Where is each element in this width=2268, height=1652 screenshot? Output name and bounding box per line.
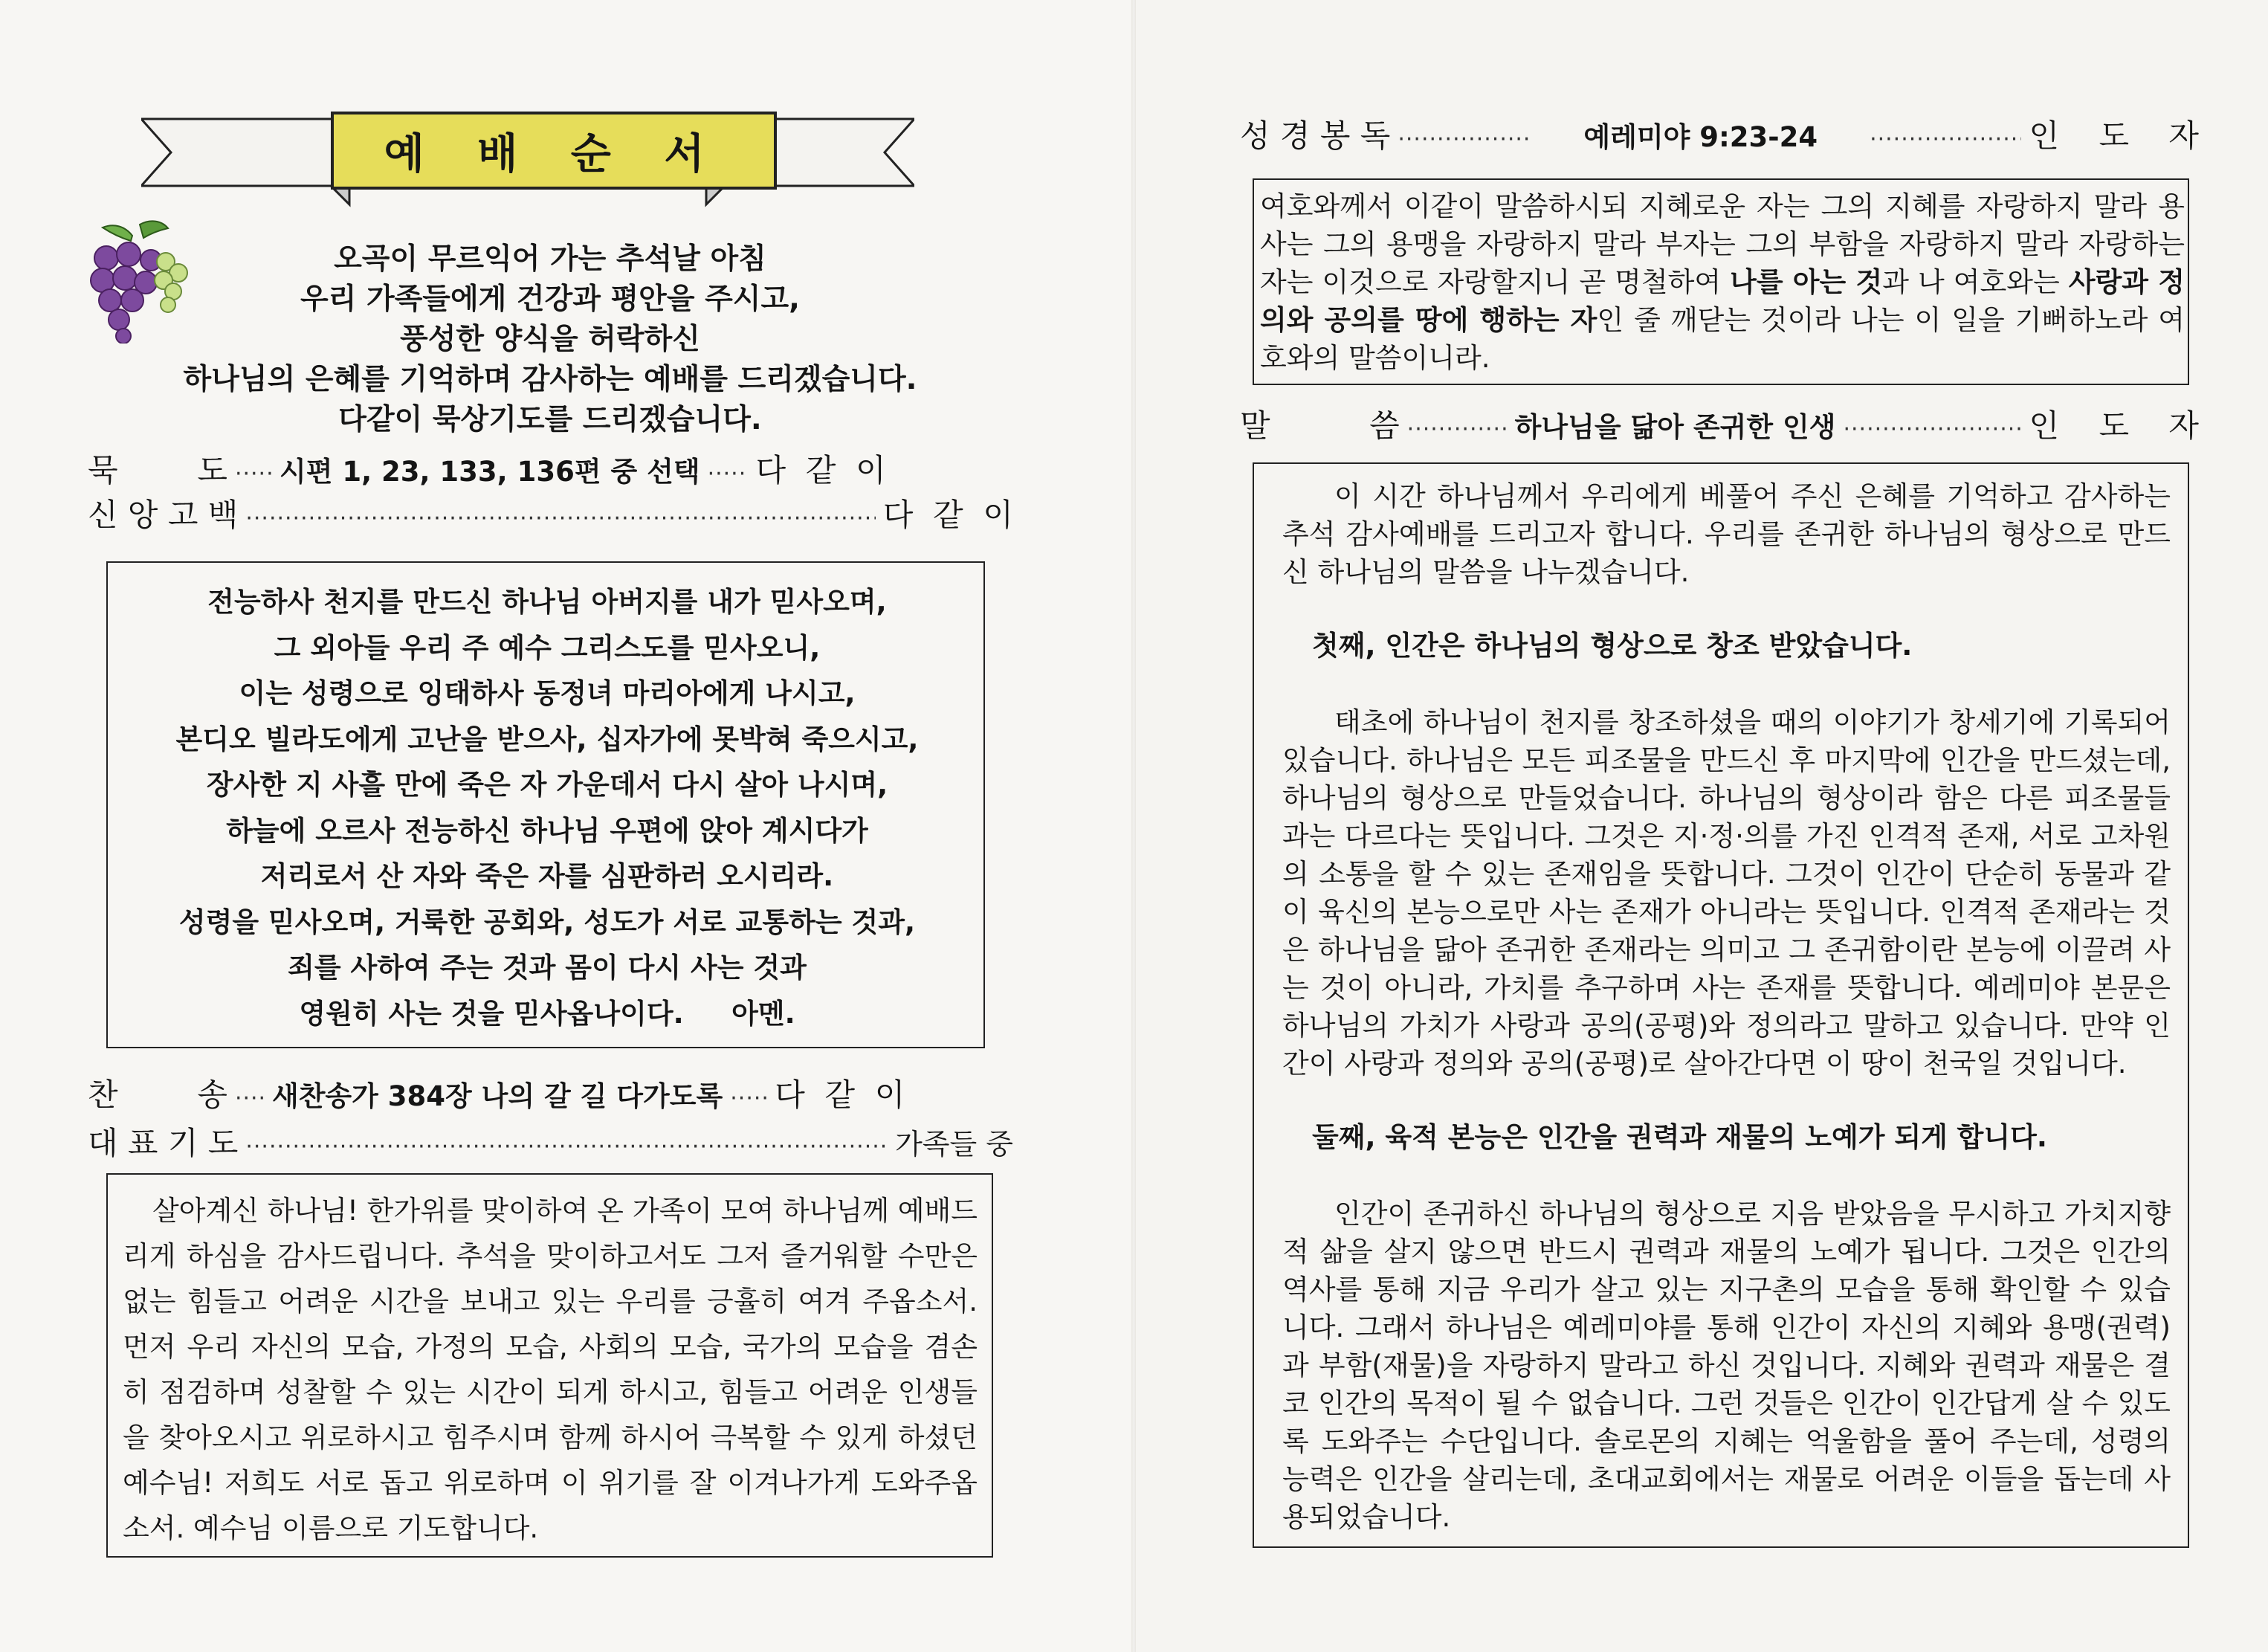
order-who: 다 같 이: [755, 452, 886, 488]
creed-line: 이는 성령으로 잉태하사 동정녀 마리아에게 나시고,: [239, 677, 856, 709]
leader-dots: [235, 1085, 265, 1111]
order-content: 예레미야 9:23-24: [1583, 121, 1818, 153]
intro-line: 다같이 묵상기도를 드리겠습니다.: [338, 403, 762, 436]
scripture-emphasis: 사랑과 정의와 공의를 땅에 행하는 자: [1260, 266, 2185, 336]
creed-line: 저리로서 산 자와 죽은 자를 심판하러 오시리라.: [260, 860, 834, 892]
order-hymn: [88, 1071, 1013, 1115]
order-label: 신 앙 고 백: [88, 497, 239, 533]
leader-dots: [1843, 416, 2021, 442]
order-representative-prayer: [88, 1119, 1013, 1164]
leader-dots: [708, 461, 749, 487]
sermon-intro: 이 시간 하나님께서 우리에게 베풀어 주신 은혜를 기억하고 감사하는 추석 감사예배를 드리고자 합니다. 우리를 존귀한 하나님의 형상으로 만드신 하나님의 말씀을 나누겠습니다.: [1282, 480, 2171, 588]
order-content: 하나님을 닮아 존귀한 인생: [1514, 411, 1836, 443]
leader-dots: [1398, 126, 1531, 152]
order-label: 성 경 봉 독: [1240, 117, 1391, 154]
order-who: 다 같 이: [775, 1077, 905, 1113]
creed-line: 전능하사 천지를 만드신 하나님 아버지를 내가 믿사오며,: [207, 586, 887, 618]
order-who: 다 같 이: [882, 497, 1013, 533]
intro-text: [156, 239, 944, 440]
leader-dots: [1407, 416, 1508, 442]
intro-line: 하나님의 은혜를 기억하며 감사하는 예배를 드리겠습니다.: [183, 363, 917, 396]
prayer-box: [106, 1173, 993, 1558]
order-scripture-reading: [1240, 112, 2199, 156]
order-content: 새찬송가 384장 나의 갈 길 다가도록: [271, 1080, 723, 1112]
creed-line: 본디오 빌라도에게 고난을 받으사, 십자가에 못박혀 죽으시고,: [175, 723, 919, 755]
creed-box: [106, 561, 985, 1048]
sermon-heading: 둘째, 육적 본능은 인간을 권력과 재물의 노예가 되게 합니다.: [1312, 1121, 2047, 1153]
order-label: 찬 송: [88, 1077, 227, 1113]
creed-text: [108, 579, 986, 1036]
prayer-text: 살아계신 하나님! 한가위를 맞이하여 온 가족이 모여 하나님께 예배드리게 하심을 감사드립니다. 추석을 맞이하고서도 그저 즐거워할 수만은 없는 힘들고 어려운 시간을 보내고 있는 우리를 긍휼히 여겨 주옵소서. 먼저 우리 자신의 모습, 가정의 모습, 사회의 모습, 국가의 모습을 겸손히 점검하며 성찰할 수 있는 시간이 되게 하시고, 힘들고 어려운 인생들을 찾아오시고 위로하시고 힘주시며 함께 하시어 극복할 수 있게 하셨던 예수님! 저희도 서로 돕고 위로하며 이 위기를 잘 이겨나가게 도와주옵소서. 예수님 이름으로 기도합니다.: [123, 1195, 978, 1544]
creed-line: 장사한 지 사흘 만에 죽은 자 가운데서 다시 살아 나시며,: [206, 769, 888, 801]
sermon-paragraph: 인간이 존귀하신 하나님의 형상으로 지음 받았음을 무시하고 가치지향적 삶을 살지 않으면 반드시 권력과 재물의 노예가 됩니다. 그것은 인간의 역사를 통해 지금 우리가 살고 있는 지구촌의 모습을 통해 확인할 수 있습니다. 그래서 하나님은 예레미야를 통해 인간이 자신의 지혜와 용맹(권력)과 부함(재물)을 자랑하지 말라고 하신 것입니다. 지혜와 권력과 재물은 결코 인간의 목적이 될 수 없습니다. 그런 것들은 인간이 인간답게 살 수 있도록 도와주는 수단입니다. 솔로몬의 지혜는 억울함을 풀어 주는데, 성령의 능력은 인간을 살리는데, 초대교회에서는 재물로 어려운 이들을 돕는데 사용되었습니다.: [1282, 1198, 2171, 1533]
creed-line: 그 외아들 우리 주 예수 그리스도를 믿사오니,: [274, 631, 821, 664]
order-who: 인 도 자: [2029, 117, 2199, 154]
order-creed: [88, 491, 1013, 535]
intro-line: 우리 가족들에게 건강과 평안을 주시고,: [300, 283, 800, 316]
leader-dots: [1870, 126, 2021, 152]
order-silent-prayer: [88, 446, 1013, 491]
creed-line: 영원히 사는 것을 믿사옵나이다. 아멘.: [299, 997, 795, 1030]
scripture-part: 과 나 여호와는: [1882, 266, 2069, 298]
order-label: 대 표 기 도: [88, 1125, 239, 1161]
page-fold: [1131, 0, 1136, 1652]
scripture-box: [1253, 178, 2189, 385]
leader-dots: [245, 1134, 888, 1160]
sermon-text: [1282, 477, 2171, 1536]
scripture-part: 인 줄 깨닫는 것이라 나는 이 일을 기뻐하노라 여호와의 말씀이니라.: [1260, 304, 2185, 374]
sermon-box: [1253, 462, 2189, 1548]
creed-line: 죄를 사하여 주는 것과 몸이 다시 사는 것과: [288, 952, 807, 984]
order-who: 가족들 중: [895, 1128, 1013, 1161]
sermon-heading: 첫째, 인간은 하나님의 형상으로 창조 받았습니다.: [1312, 630, 1913, 662]
order-label: 말 씀: [1240, 407, 1400, 444]
sermon-paragraph: 태초에 하나님이 천지를 창조하셨을 때의 이야기가 창세기에 기록되어 있습니다. 하나님은 모든 피조물을 만드신 후 마지막에 인간을 만드셨는데, 하나님의 형상으로 만들었습니다. 하나님의 형상이라 함은 다른 피조물들과는 다르다는 뜻입니다. 그것은 지·정·의를 가진 인격적 존재, 서로 고차원의 소통을 할 수 있는 존재임을 뜻합니다. 그것이 인간이 단순히 동물과 같이 육신의 본능으로만 사는 존재가 아니라는 뜻입니다. 인격적 존재라는 것은 하나님을 닮아 존귀한 존재라는 의미고 그 존귀함이란 본능에 이끌려 사는 것이 아니라, 가치를 추구하며 사는 존재를 뜻합니다. 예레미야 본문은 하나님의 가치가 사랑과 공의(공평)와 정의라고 말하고 있습니다. 만약 인간이 사랑과 정의와 공의(공평)로 살아간다면 이 땅이 천국일 것입니다.: [1282, 706, 2171, 1080]
scripture-emphasis: 나를 아는 것: [1730, 266, 1883, 298]
page-title: 예 배 순 서: [331, 112, 777, 190]
scripture-part: 여호와께서 이같이 말씀하시되 지혜로운 자는 그의 지혜를 자랑하지 말라 용사는 그의 용맹을 자랑하지 말라 부자는 그의 부함을 자랑하지 말라 자랑하는 자는 이것으로 자랑할지니 곧 명철하여: [1260, 190, 2185, 298]
intro-line: 오곡이 무르익어 가는 추석날 아침: [334, 242, 766, 276]
order-sermon: [1240, 401, 2199, 446]
scripture-text: [1260, 187, 2185, 377]
creed-line: 하늘에 오르사 전능하신 하나님 우편에 앉아 계시다가: [226, 814, 868, 847]
order-content: 시편 1, 23, 133, 136편 중 선택: [279, 456, 700, 488]
order-label: 묵 도: [88, 452, 227, 488]
leader-dots: [245, 506, 876, 532]
leader-dots: [730, 1085, 767, 1111]
leader-dots: [235, 461, 272, 487]
intro-line: 풍성한 양식을 허락하신: [400, 323, 700, 356]
creed-line: 성령을 믿사오며, 거룩한 공회와, 성도가 서로 교통하는 것과,: [178, 906, 916, 938]
order-who: 인 도 자: [2029, 407, 2199, 444]
